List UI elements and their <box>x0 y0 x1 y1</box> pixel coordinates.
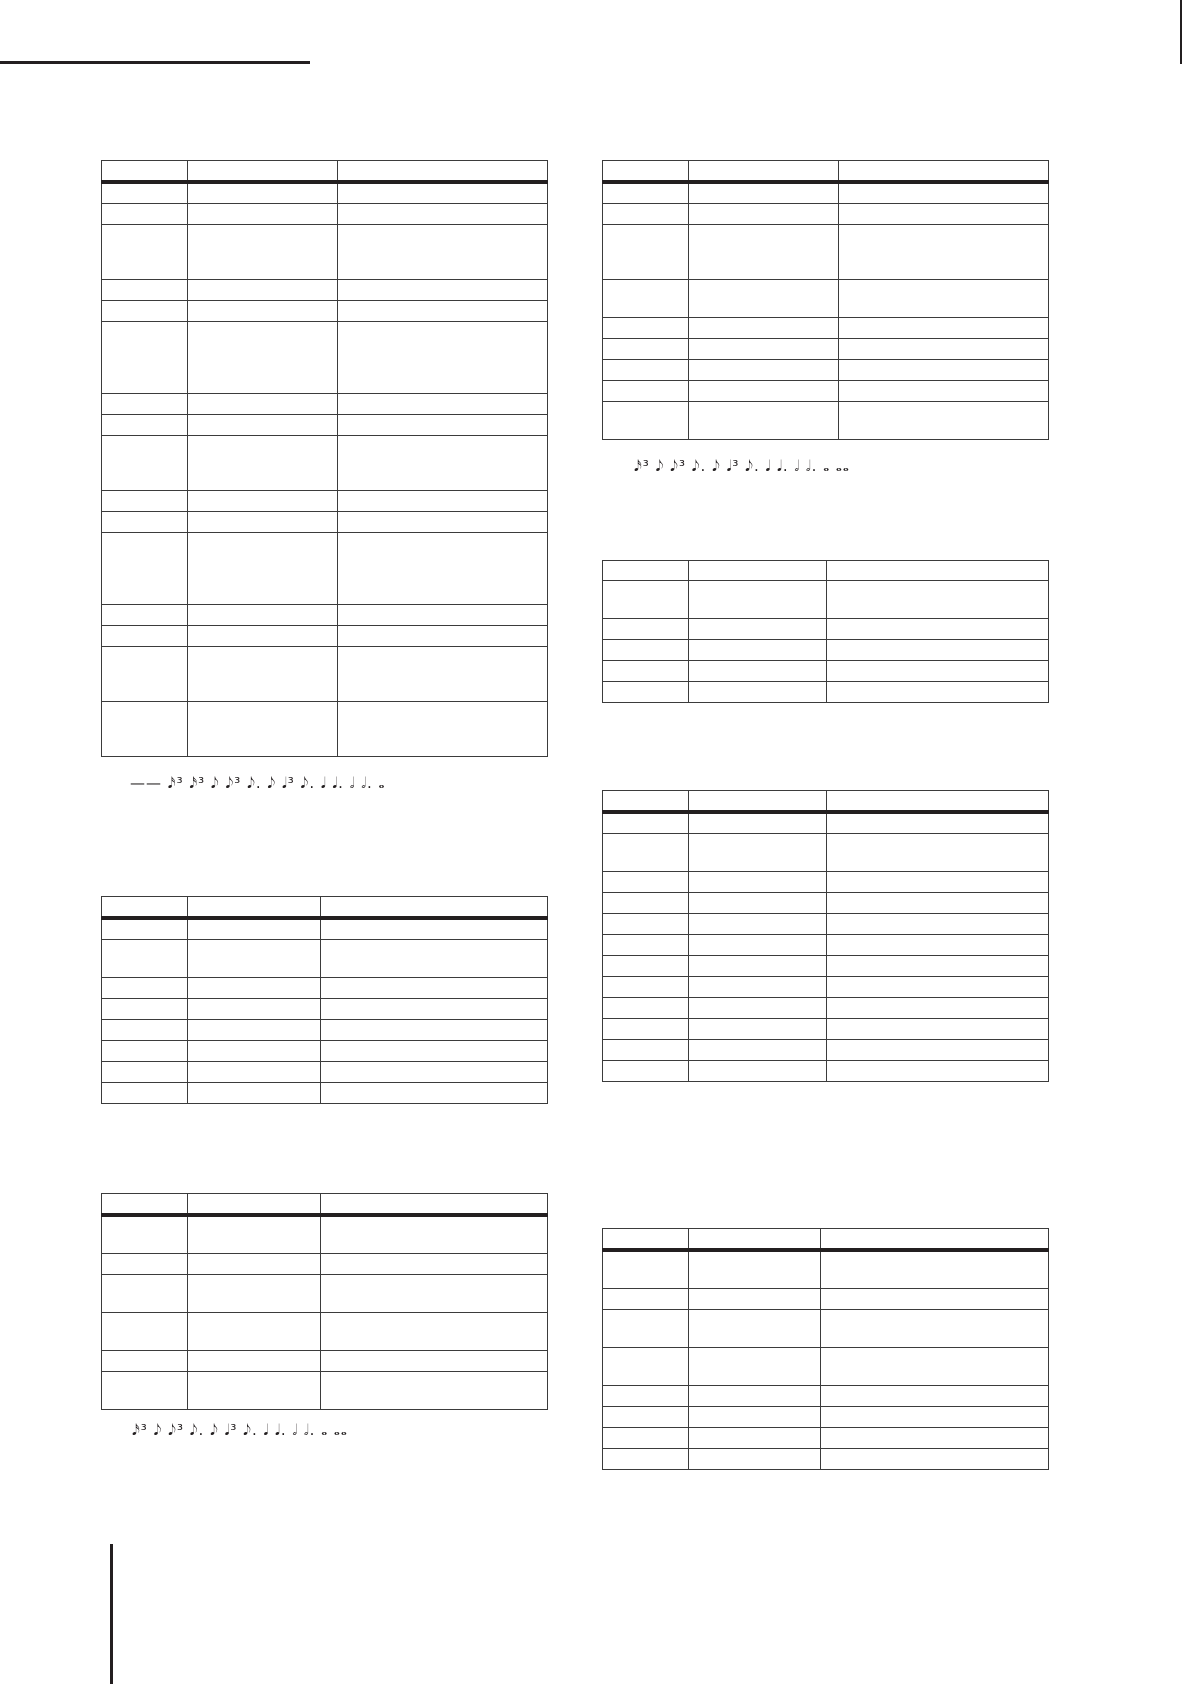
parameter-table-1 <box>101 160 548 757</box>
parameter-table-2 <box>101 896 548 1104</box>
table-row <box>102 1312 548 1350</box>
table-row <box>603 224 1049 279</box>
parameter-table-5 <box>602 560 1049 703</box>
table-row <box>603 934 1049 955</box>
table-header-row <box>102 1194 548 1216</box>
parameter-table-7 <box>602 1228 1049 1470</box>
table-header-row <box>102 897 548 919</box>
table-row <box>603 317 1049 338</box>
table-row <box>603 401 1049 439</box>
table-row <box>102 224 548 279</box>
table-row <box>603 997 1049 1018</box>
table-row <box>102 1040 548 1061</box>
table-row <box>102 1061 548 1082</box>
table-row <box>603 182 1049 203</box>
table-row <box>102 435 548 490</box>
table-row <box>102 300 548 321</box>
table-row <box>603 892 1049 913</box>
header-rule <box>0 61 310 64</box>
table-row <box>102 532 548 604</box>
table-row <box>102 701 548 756</box>
page-footer-bar <box>110 1544 113 1684</box>
table-row <box>102 203 548 224</box>
table-row <box>603 1250 1049 1288</box>
table-row <box>603 682 1049 703</box>
note-value-symbols: 𝅘𝅥𝅯³ 𝅘𝅥𝅮 𝅘𝅥𝅮³ 𝅘𝅥𝅮. 𝅘𝅥𝅮 𝅘𝅥³ 𝅘𝅥𝅮. 𝅘𝅥 𝅘𝅥. 𝅗𝅥 𝅗𝅥. 𝅝 𝅝𝅝 <box>634 457 850 475</box>
note-value-symbols: 𝅘𝅥𝅯³ 𝅘𝅥𝅮 𝅘𝅥𝅮³ 𝅘𝅥𝅮. 𝅘𝅥𝅮 𝅘𝅥³ 𝅘𝅥𝅮. 𝅘𝅥 𝅘𝅥. 𝅗𝅥 𝅗𝅥. 𝅝 𝅝𝅝 <box>132 1421 348 1439</box>
table-row <box>102 1215 548 1253</box>
table-row <box>102 1371 548 1409</box>
table-row <box>102 182 548 203</box>
table-row <box>603 1018 1049 1039</box>
table-row <box>102 414 548 435</box>
parameter-table-3 <box>101 1193 548 1410</box>
parameter-table-6 <box>602 790 1049 1082</box>
table-row <box>603 619 1049 640</box>
table-row <box>102 490 548 511</box>
table-row <box>102 998 548 1019</box>
table-row <box>603 1060 1049 1081</box>
page-edge-mark <box>1180 0 1182 64</box>
table-row <box>102 625 548 646</box>
table-header-row <box>603 561 1049 581</box>
table-row <box>603 279 1049 317</box>
table-row <box>603 1385 1049 1406</box>
table-row <box>102 279 548 300</box>
table-row <box>102 939 548 977</box>
table-row <box>603 640 1049 661</box>
table-row <box>603 581 1049 619</box>
table-row <box>102 1274 548 1312</box>
table-row <box>603 338 1049 359</box>
table-row <box>603 833 1049 871</box>
table-row <box>603 812 1049 833</box>
table-row <box>102 1082 548 1103</box>
table-row <box>102 1253 548 1274</box>
table-row <box>603 661 1049 682</box>
table-row <box>603 203 1049 224</box>
table-row <box>102 918 548 939</box>
table-row <box>102 604 548 625</box>
table-row <box>603 359 1049 380</box>
table-row <box>603 1347 1049 1385</box>
note-value-symbols: —— 𝅘𝅥𝅯³ 𝅘𝅥𝅯³ 𝅘𝅥𝅮 𝅘𝅥𝅮³ 𝅘𝅥𝅮. 𝅘𝅥𝅮 𝅘𝅥³ 𝅘𝅥𝅮. 𝅘𝅥 𝅘𝅥. 𝅗𝅥 𝅗𝅥. 𝅝 <box>130 774 386 792</box>
table-row <box>603 1309 1049 1347</box>
table-row <box>603 1288 1049 1309</box>
table-row <box>603 1448 1049 1469</box>
table-header-row <box>603 791 1049 813</box>
table-header-row <box>102 161 548 183</box>
table-row <box>102 393 548 414</box>
table-row <box>102 1019 548 1040</box>
table-row <box>603 871 1049 892</box>
table-row <box>603 1427 1049 1448</box>
table-row <box>603 1406 1049 1427</box>
table-row <box>603 976 1049 997</box>
table-row <box>603 913 1049 934</box>
table-row <box>603 955 1049 976</box>
table-header-row <box>603 1229 1049 1251</box>
table-row <box>603 380 1049 401</box>
table-row <box>102 1350 548 1371</box>
table-row <box>102 321 548 393</box>
table-row <box>102 646 548 701</box>
table-row <box>603 1039 1049 1060</box>
parameter-table-4 <box>602 160 1049 440</box>
table-row <box>102 511 548 532</box>
table-row <box>102 977 548 998</box>
table-header-row <box>603 161 1049 183</box>
